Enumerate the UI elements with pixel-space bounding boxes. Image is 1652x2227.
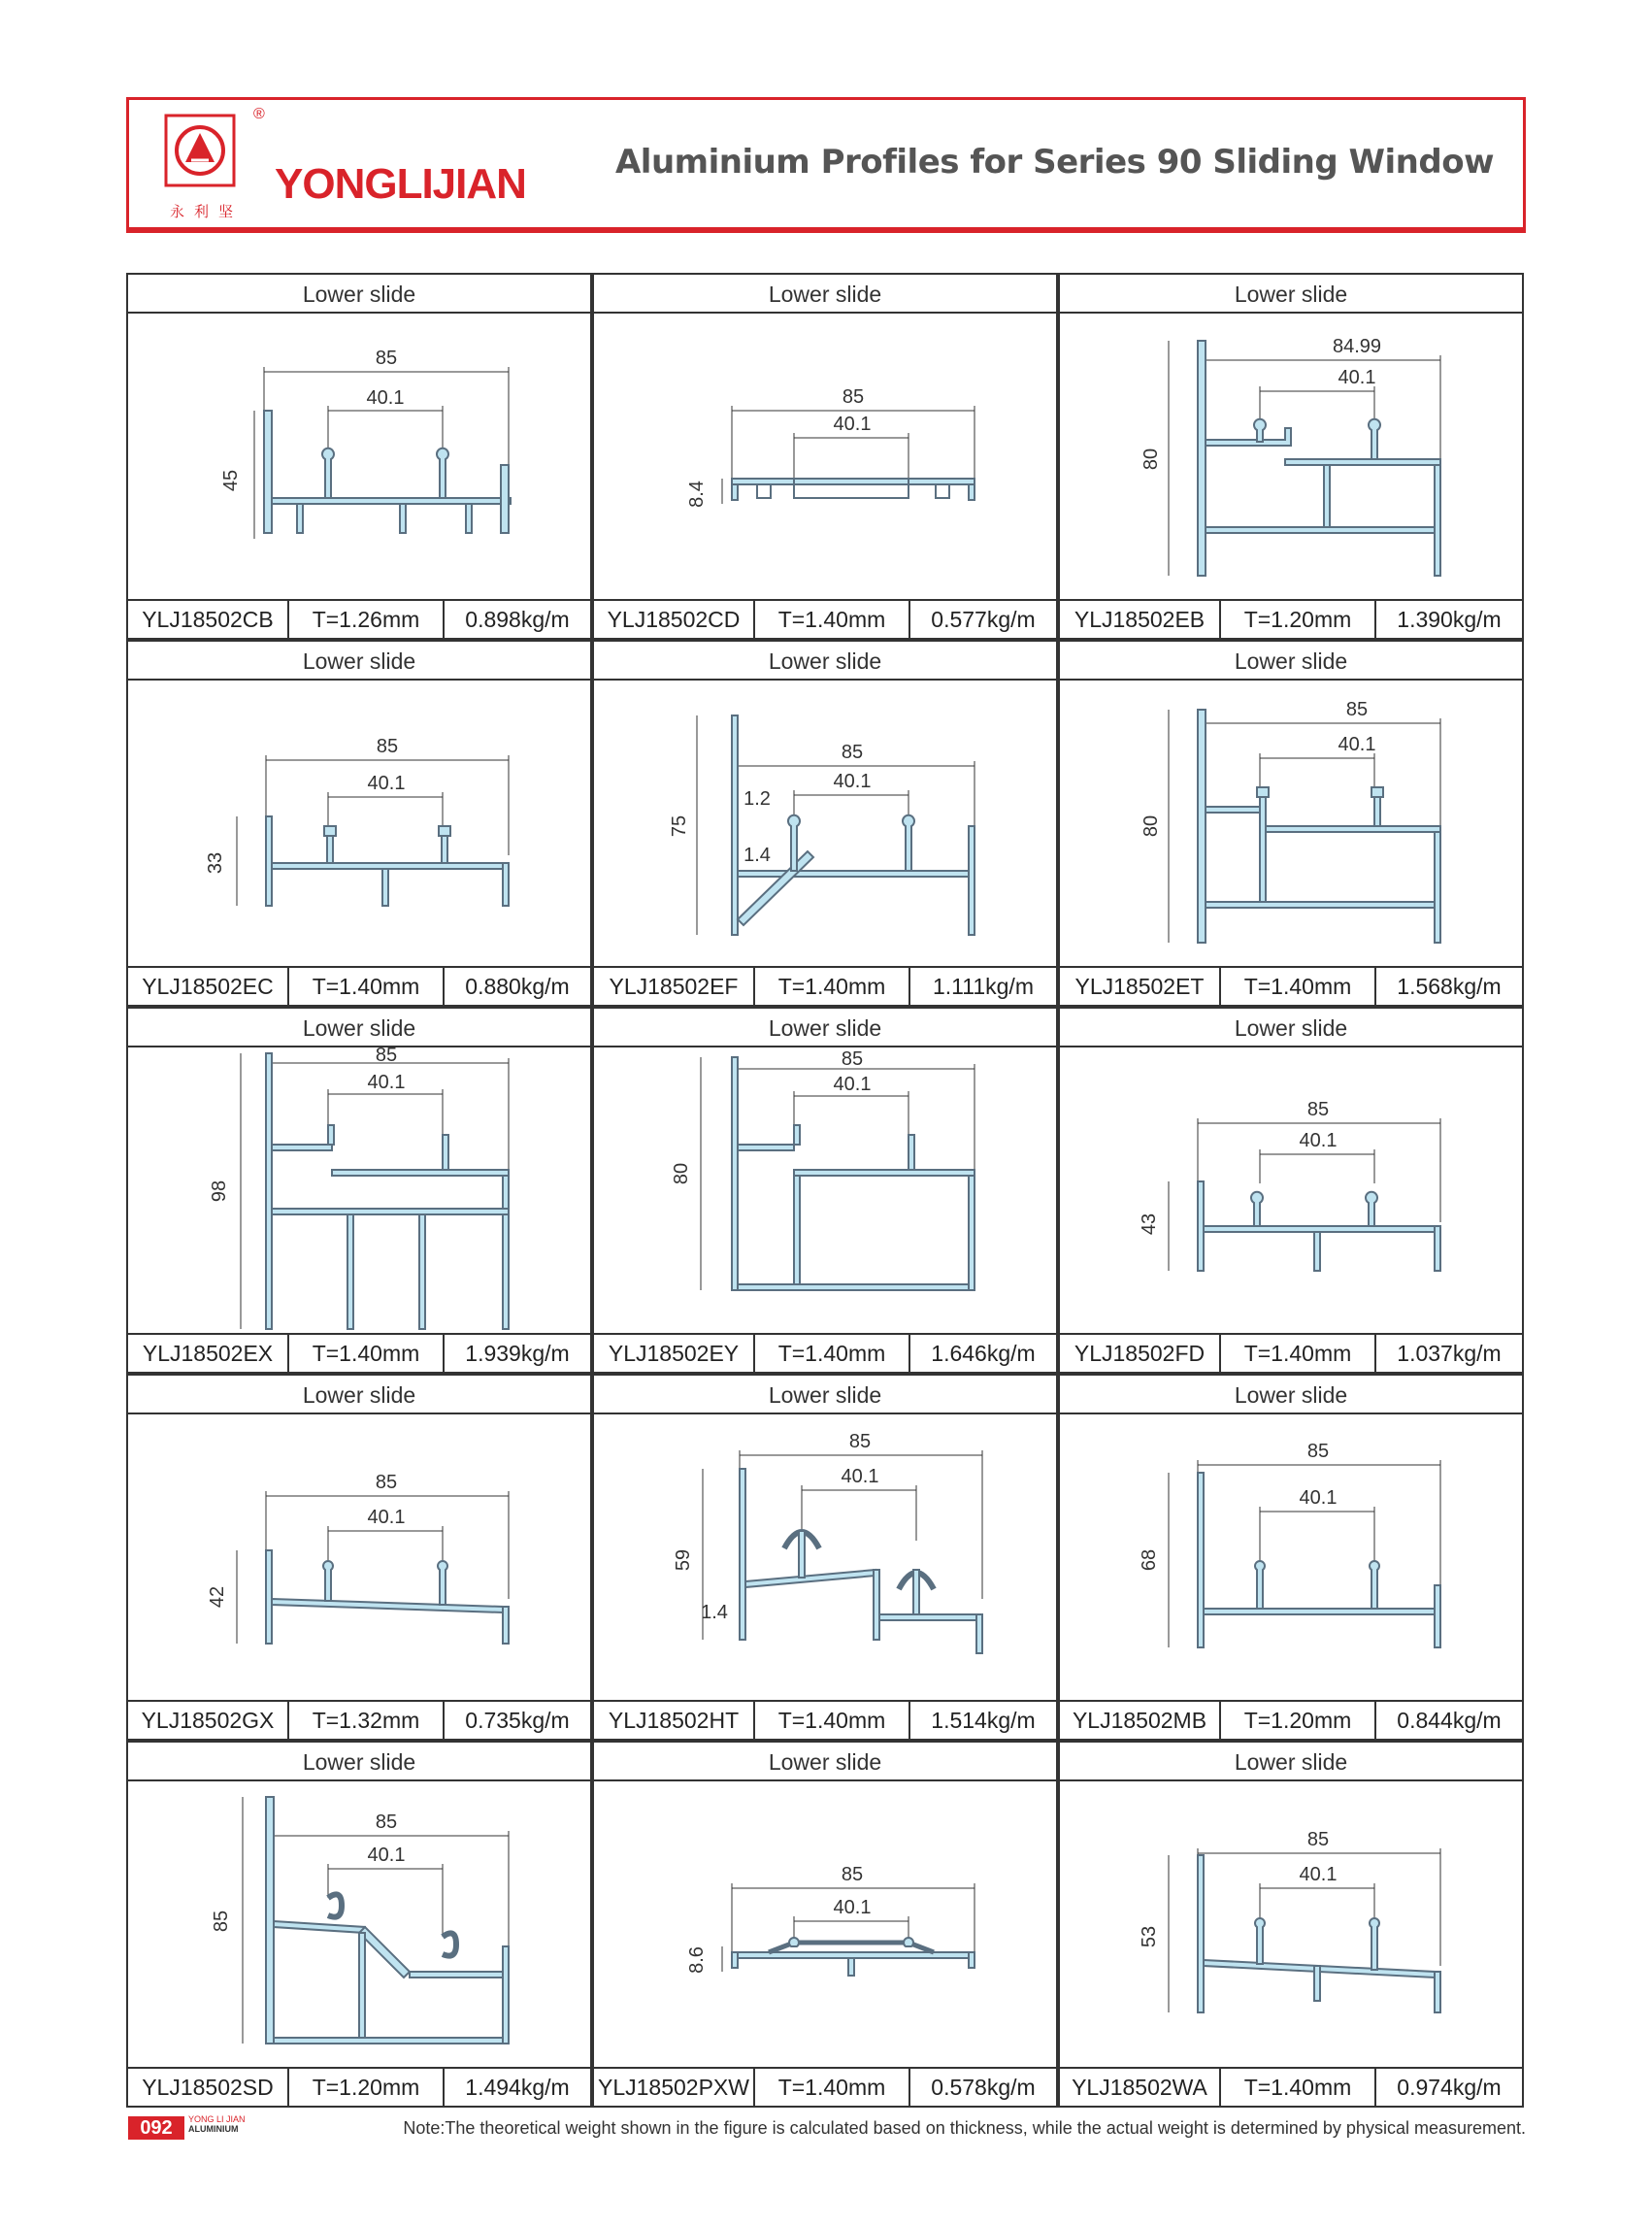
dim-width: 85 — [841, 1864, 864, 1885]
profile-card — [592, 1741, 1058, 2108]
profile-weight: 0.898kg/m — [465, 607, 570, 632]
dim-height: 53 — [1139, 1925, 1160, 1948]
profile-thickness: T=1.20mm — [1221, 1702, 1376, 1739]
dim-height: 85 — [211, 1910, 232, 1933]
dim-width: 85 — [848, 1431, 872, 1452]
profile-caption: Lower slide — [1060, 275, 1522, 314]
profile-drawing — [594, 681, 1056, 970]
page-header — [126, 97, 1526, 233]
profile-row — [126, 1741, 1526, 2108]
weight-note: Note:The theoretical weight shown in the figure is calculated based on thickness, while the actual weight is determined by physical measurement. — [403, 2118, 1526, 2138]
dim-width: 85 — [376, 736, 399, 757]
profile-code: YLJ18502EC — [128, 968, 289, 1005]
profile-thickness: T=1.40mm — [755, 968, 910, 1005]
dim-track: 40.1 — [1299, 1130, 1338, 1151]
dim-width: 85 — [842, 386, 865, 408]
dim-width: 85 — [375, 1472, 398, 1493]
dim-track: 40.1 — [367, 773, 406, 794]
profile-card — [1058, 1007, 1524, 1374]
dim-extra: 1.4 — [743, 845, 771, 866]
profile-weight: 0.578kg/m — [931, 2075, 1036, 2100]
dim-height: 45 — [220, 469, 242, 492]
dim-track: 40.1 — [833, 1074, 872, 1095]
profile-spec-row — [594, 1700, 1056, 1739]
dim-height: 33 — [205, 851, 226, 875]
profile-spec-row — [128, 966, 590, 1005]
profile-drawing — [128, 1781, 590, 2071]
profile-weight: 1.568kg/m — [1397, 974, 1502, 999]
profile-caption: Lower slide — [594, 642, 1056, 681]
dim-track: 40.1 — [367, 1845, 406, 1866]
profile-thickness: T=1.40mm — [755, 2069, 910, 2106]
profile-section — [740, 1469, 982, 1653]
dim-width: 85 — [375, 1047, 398, 1066]
profile-caption: Lower slide — [1060, 1376, 1522, 1414]
profile-thickness: T=1.40mm — [755, 1335, 910, 1372]
profile-section — [266, 1550, 509, 1644]
profile-code: YLJ18502EB — [1060, 601, 1221, 638]
profile-code: YLJ18502SD — [128, 2069, 289, 2106]
dim-height: 42 — [207, 1585, 228, 1609]
profile-weight: 1.494kg/m — [465, 2075, 570, 2100]
dim-width: 85 — [841, 1048, 864, 1070]
profile-card — [1058, 273, 1524, 640]
dim-height: 59 — [673, 1548, 694, 1572]
profile-card — [1058, 640, 1524, 1007]
profile-card — [126, 640, 592, 1007]
profile-weight: 1.037kg/m — [1397, 1341, 1502, 1366]
dim-width: 85 — [375, 1812, 398, 1833]
dim-width: 85 — [1345, 699, 1369, 720]
profile-code: YLJ18502EY — [594, 1335, 755, 1372]
profile-spec-row — [594, 966, 1056, 1005]
dim-width: 85 — [375, 348, 398, 369]
dim-width: 85 — [1306, 1441, 1330, 1462]
profile-spec-row — [594, 1333, 1056, 1372]
profile-code: YLJ18502CD — [594, 601, 755, 638]
profile-section — [266, 1053, 509, 1329]
brand-chinese: 永利坚 — [170, 204, 244, 220]
profile-code: YLJ18502WA — [1060, 2069, 1221, 2106]
profile-section — [264, 411, 511, 533]
profile-card — [592, 640, 1058, 1007]
profile-card — [126, 1741, 592, 2108]
profile-drawing — [1060, 681, 1522, 970]
dim-height: 98 — [209, 1180, 230, 1203]
profile-spec-row — [128, 2067, 590, 2106]
profile-row — [126, 1374, 1526, 1741]
dim-extra: 1.4 — [701, 1602, 728, 1623]
profile-section — [732, 479, 975, 500]
dim-track: 40.1 — [367, 1072, 406, 1093]
profile-weight: 1.390kg/m — [1397, 607, 1502, 632]
profile-thickness: T=1.40mm — [1221, 2069, 1376, 2106]
profile-caption: Lower slide — [128, 1376, 590, 1414]
dim-track: 40.1 — [1299, 1487, 1338, 1509]
dim-track: 40.1 — [366, 387, 405, 409]
profile-section — [266, 1797, 509, 2044]
profile-weight: 0.880kg/m — [465, 974, 570, 999]
page-title: Aluminium Profiles for Series 90 Sliding Window — [614, 143, 1494, 182]
profile-code: YLJ18502GX — [128, 1702, 289, 1739]
profile-caption: Lower slide — [1060, 1009, 1522, 1047]
profile-weight: 0.844kg/m — [1397, 1708, 1502, 1733]
profile-thickness: T=1.40mm — [755, 1702, 910, 1739]
dim-track: 40.1 — [833, 414, 872, 435]
profile-weight: 1.111kg/m — [933, 974, 1034, 999]
profile-caption: Lower slide — [594, 275, 1056, 314]
dim-height: 8.6 — [686, 1946, 708, 1974]
profile-thickness: T=1.40mm — [1221, 968, 1376, 1005]
profile-code: YLJ18502CB — [128, 601, 289, 638]
profile-thickness: T=1.20mm — [1221, 601, 1376, 638]
profile-spec-row — [128, 599, 590, 638]
profile-spec-row — [1060, 2067, 1522, 2106]
dim-track: 40.1 — [1338, 367, 1376, 388]
profile-weight: 0.577kg/m — [931, 607, 1036, 632]
profile-section — [732, 1938, 975, 1976]
dim-width: 85 — [1306, 1099, 1330, 1120]
profile-drawing — [594, 1781, 1056, 2071]
profile-card — [592, 1007, 1058, 1374]
profile-caption: Lower slide — [128, 1009, 590, 1047]
profile-card — [592, 1374, 1058, 1741]
dim-track: 40.1 — [841, 1466, 879, 1487]
profile-card — [592, 273, 1058, 640]
profile-drawing — [128, 314, 590, 603]
profile-section — [266, 816, 509, 906]
profile-thickness: T=1.40mm — [289, 968, 445, 1005]
dim-extra: 1.2 — [743, 788, 771, 810]
profile-caption: Lower slide — [594, 1376, 1056, 1414]
profile-drawing — [128, 681, 590, 970]
profile-drawing — [1060, 1781, 1522, 2071]
profile-row — [126, 1007, 1526, 1374]
profile-card — [1058, 1374, 1524, 1741]
profile-caption: Lower slide — [1060, 642, 1522, 681]
profile-row — [126, 273, 1526, 640]
registered-mark: ® — [253, 106, 265, 122]
page-footer — [126, 2114, 1526, 2144]
profile-weight: 1.939kg/m — [465, 1341, 570, 1366]
dim-track: 40.1 — [1299, 1864, 1338, 1885]
profile-thickness: T=1.40mm — [289, 1335, 445, 1372]
profile-code: YLJ18502FD — [1060, 1335, 1221, 1372]
dim-track: 40.1 — [833, 1897, 872, 1918]
profile-spec-row — [1060, 599, 1522, 638]
profile-drawing — [1060, 1047, 1522, 1337]
profile-section — [1198, 341, 1440, 576]
profile-thickness: T=1.40mm — [755, 601, 910, 638]
profile-row — [126, 640, 1526, 1007]
profile-spec-row — [594, 2067, 1056, 2106]
profile-weight: 1.646kg/m — [931, 1341, 1036, 1366]
dim-height: 80 — [671, 1162, 692, 1185]
profile-section — [1198, 1181, 1440, 1271]
footer-brand-name: YONG LI JIAN — [188, 2114, 246, 2124]
profile-caption: Lower slide — [594, 1743, 1056, 1781]
profile-code: YLJ18502HT — [594, 1702, 755, 1739]
profile-spec-row — [1060, 966, 1522, 1005]
dim-track: 40.1 — [367, 1507, 406, 1528]
profile-caption: Lower slide — [128, 275, 590, 314]
profile-drawing — [1060, 1414, 1522, 1704]
profile-code: YLJ18502EX — [128, 1335, 289, 1372]
brand-name: YONGLIJIAN — [275, 160, 526, 208]
dim-width: 85 — [841, 742, 864, 763]
profile-drawing — [594, 1414, 1056, 1704]
profile-card — [126, 273, 592, 640]
profile-weight: 0.735kg/m — [465, 1708, 570, 1733]
footer-brand — [188, 2114, 246, 2134]
dim-width: 84.99 — [1332, 336, 1382, 357]
dim-height: 80 — [1140, 448, 1162, 471]
dim-height: 80 — [1140, 814, 1162, 838]
profile-thickness: T=1.40mm — [1221, 1335, 1376, 1372]
profile-thickness: T=1.26mm — [289, 601, 445, 638]
profile-drawing — [128, 1414, 590, 1704]
profile-card — [126, 1007, 592, 1374]
dim-height: 8.4 — [686, 481, 708, 508]
dim-height: 68 — [1139, 1548, 1160, 1572]
profile-caption: Lower slide — [128, 642, 590, 681]
footer-brand-sub: ALUMINIUM — [188, 2124, 239, 2134]
dim-track: 40.1 — [1338, 734, 1376, 755]
profile-weight: 1.514kg/m — [931, 1708, 1036, 1733]
profile-card — [126, 1374, 592, 1741]
profile-thickness: T=1.20mm — [289, 2069, 445, 2106]
dim-height: 75 — [669, 814, 690, 838]
profile-weight: 0.974kg/m — [1397, 2075, 1502, 2100]
profile-drawing — [1060, 314, 1522, 603]
profile-code: YLJ18502ET — [1060, 968, 1221, 1005]
dim-width: 85 — [1306, 1829, 1330, 1850]
profile-drawing — [594, 314, 1056, 603]
dim-track: 40.1 — [833, 771, 872, 792]
profile-spec-row — [1060, 1333, 1522, 1372]
profile-drawing — [128, 1047, 590, 1337]
profile-spec-row — [128, 1333, 590, 1372]
dim-height: 43 — [1139, 1213, 1160, 1236]
profile-card — [1058, 1741, 1524, 2108]
profile-code: YLJ18502EF — [594, 968, 755, 1005]
profile-caption: Lower slide — [1060, 1743, 1522, 1781]
profile-drawing — [594, 1047, 1056, 1337]
profile-spec-row — [1060, 1700, 1522, 1739]
profile-thickness: T=1.32mm — [289, 1702, 445, 1739]
profile-section — [1198, 710, 1440, 943]
profile-caption: Lower slide — [128, 1743, 590, 1781]
profile-spec-row — [594, 599, 1056, 638]
profile-spec-row — [128, 1700, 590, 1739]
page-number: 092 — [128, 2116, 184, 2140]
profile-code: YLJ18502PXW — [594, 2069, 755, 2106]
profile-caption: Lower slide — [594, 1009, 1056, 1047]
profile-code: YLJ18502MB — [1060, 1702, 1221, 1739]
